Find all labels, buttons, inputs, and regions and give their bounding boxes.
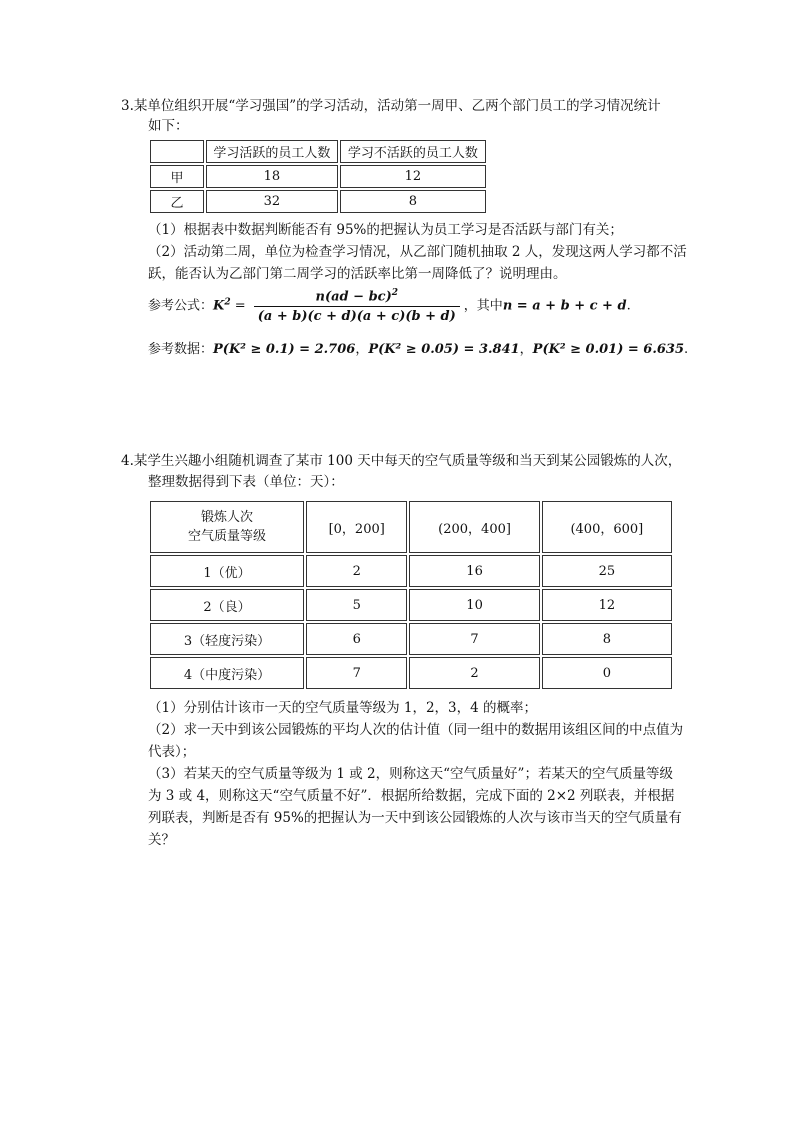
table-cell: 0 xyxy=(542,657,672,689)
table-row xyxy=(150,657,672,689)
table-row xyxy=(150,165,486,188)
table-cell: 12 xyxy=(340,165,486,188)
table-cell: 25 xyxy=(542,555,672,587)
ref-item: P(K² ≥ 0.1) = 2.706 xyxy=(213,342,356,357)
formula-numerator-sup: 2 xyxy=(391,288,399,298)
table-cell xyxy=(150,140,204,163)
table-cell: 18 xyxy=(206,165,338,188)
q4-sub1: （1）分别估计该市一天的空气质量等级为 1，2，3，4 的概率； xyxy=(148,700,538,716)
table-cell: 10 xyxy=(409,589,539,621)
table-cell: 2（良） xyxy=(150,589,304,621)
ref-item: P(K² ≥ 0.05) = 3.841 xyxy=(368,342,520,357)
formula-lhs-sup: 2 xyxy=(224,297,231,308)
q4-sub3-line2: 为 3 或 4，则称这天“空气质量不好”．根据所给数据，完成下面的 2×2 列联表，并根据 xyxy=(148,788,675,804)
table-row xyxy=(150,555,672,587)
ref-sep: ， xyxy=(355,342,369,357)
q4-sub2-line1: （2）求一天中到该公园锻炼的平均人次的估计值（同一组中的数据用该组区间的中点值为 xyxy=(148,722,684,738)
q3-table xyxy=(148,138,488,215)
q4-sub3-line3: 列联表，判断是否有 95%的把握认为一天中到该公园锻炼的人次与该市当天的空气质量有 xyxy=(148,810,682,826)
formula-n-def: n = a + b + c + d xyxy=(502,298,627,314)
table-cell: 甲 xyxy=(150,165,204,188)
formula-lhs: K xyxy=(213,298,225,314)
q4-stem-line1: 4.某学生兴趣小组随机调查了某市 100 天中每天的空气质量等级和当天到某公园锻炼的人次， xyxy=(121,453,682,469)
table-corner-header xyxy=(150,501,304,553)
q3-sub2-line1: （2）活动第二周，单位为检查学习情况，从乙部门随机抽取 2 人，发现这两人学习都不活 xyxy=(148,244,687,260)
table-cell: 7 xyxy=(409,623,539,655)
table-cell: 6 xyxy=(306,623,407,655)
formula-denominator: (a + b)(c + d)(a + c)(b + d) xyxy=(257,309,456,325)
formula-end: . xyxy=(626,298,631,314)
ref-sep: ， xyxy=(519,342,533,357)
table-header: (400，600] xyxy=(542,501,672,553)
q3-reference-data xyxy=(148,340,688,360)
q4-stem-line2: 整理数据得到下表（单位：天）： xyxy=(148,474,344,490)
table-row xyxy=(150,501,672,553)
table-cell: 5 xyxy=(306,589,407,621)
table-cell: 乙 xyxy=(150,190,204,213)
table-cell: 2 xyxy=(409,657,539,689)
ref-item: P(K² ≥ 0.01) = 6.635 xyxy=(532,342,684,357)
corner-top-label: 锻炼人次 xyxy=(200,510,253,525)
table-row xyxy=(150,190,486,213)
table-header: (200，400] xyxy=(409,501,539,553)
ref-end: . xyxy=(684,342,689,357)
table-header: [0，200] xyxy=(306,501,407,553)
q4-table xyxy=(148,499,674,691)
table-cell: 12 xyxy=(542,589,672,621)
q4-sub3-line1: （3）若某天的空气质量等级为 1 或 2，则称这天“空气质量好”；若某天的空气质量等级 xyxy=(148,766,673,782)
ref-prefix: 参考数据： xyxy=(148,342,214,357)
formula-middle: ，其中 xyxy=(463,298,503,314)
table-header: 学习活跃的员工人数 xyxy=(206,140,338,163)
q3-sub1: （1）根据表中数据判断能否有 95%的把握认为员工学习是否活跃与部门有关； xyxy=(148,222,623,238)
q3-sub2-line2: 跃，能否认为乙部门第二周学习的活跃率比第一周降低了？说明理由。 xyxy=(148,266,567,282)
table-row xyxy=(150,589,672,621)
table-cell: 4（中度污染） xyxy=(150,657,304,689)
table-row xyxy=(150,140,486,163)
corner-bottom-label: 空气质量等级 xyxy=(187,529,266,544)
formula-eq: = xyxy=(230,298,250,314)
q3-stem-line2: 如下： xyxy=(148,118,189,134)
formula-numerator: n(ad − bc) xyxy=(315,289,392,305)
table-cell: 7 xyxy=(306,657,407,689)
table-cell: 1（优） xyxy=(150,555,304,587)
table-header: 学习不活跃的员工人数 xyxy=(340,140,486,163)
table-cell: 3（轻度污染） xyxy=(150,623,304,655)
q3-formula xyxy=(148,288,631,324)
table-cell: 16 xyxy=(409,555,539,587)
table-cell: 8 xyxy=(340,190,486,213)
q3-stem-line1: 3.某单位组织开展“学习强国”的学习活动，活动第一周甲、乙两个部门员工的学习情况统计 xyxy=(121,98,661,114)
q4-sub3-line4: 关？ xyxy=(148,832,175,848)
formula-prefix: 参考公式： xyxy=(148,298,214,314)
formula-fraction xyxy=(254,288,460,324)
q4-sub2-line2: 代表）； xyxy=(148,744,196,760)
table-cell: 32 xyxy=(206,190,338,213)
table-cell: 8 xyxy=(542,623,672,655)
table-cell: 2 xyxy=(306,555,407,587)
table-row xyxy=(150,623,672,655)
